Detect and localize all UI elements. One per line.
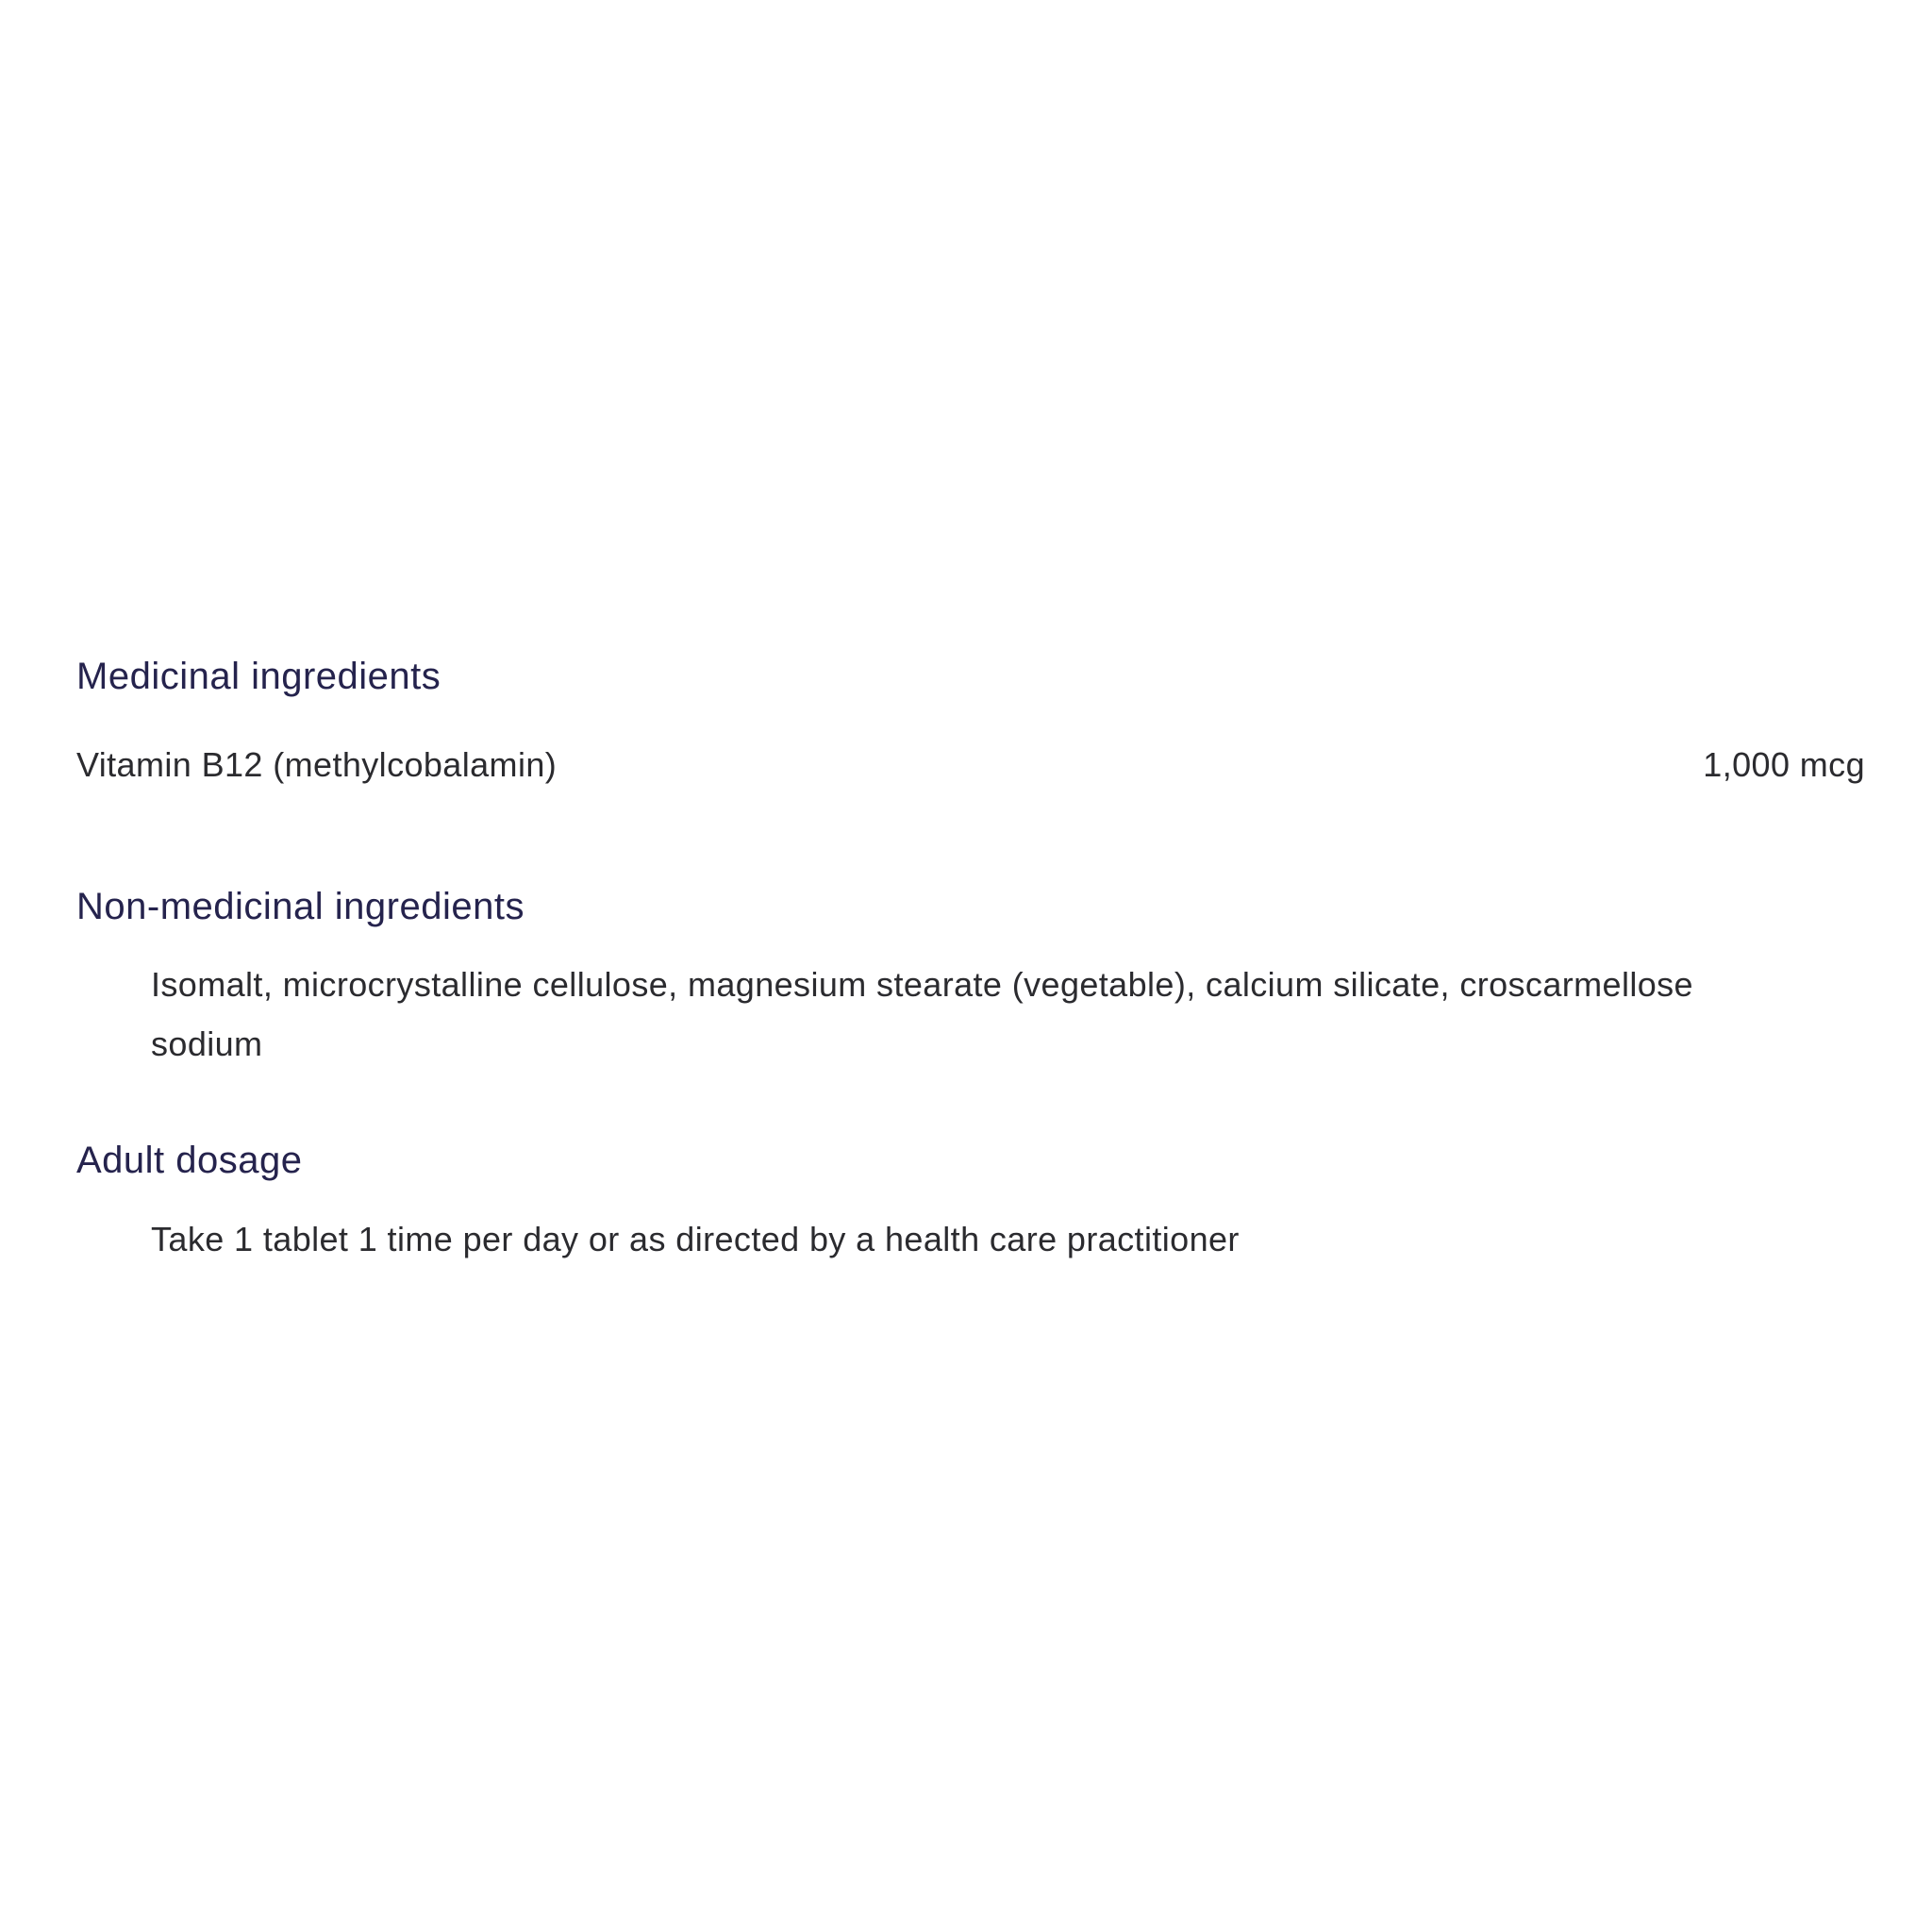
- ingredient-amount: 1,000 mcg: [1703, 745, 1865, 784]
- adult-dosage-text: Take 1 tablet 1 time per day or as directed by a health care practitioner: [151, 1220, 1240, 1258]
- non-medicinal-ingredients-heading: Non-medicinal ingredients: [76, 886, 525, 927]
- adult-dosage-heading: Adult dosage: [76, 1140, 303, 1181]
- medicinal-ingredients-heading: Medicinal ingredients: [76, 656, 441, 697]
- ingredient-name: Vitamin B12 (methylcobalamin): [76, 745, 558, 784]
- ingredient-row: [76, 742, 1865, 788]
- product-info-panel: [76, 0, 1865, 1932]
- non-medicinal-ingredients-text: Isomalt, microcrystalline cellulose, magnesium stearate (vegetable), calcium silicate, croscarmellose sodium: [151, 965, 1693, 1063]
